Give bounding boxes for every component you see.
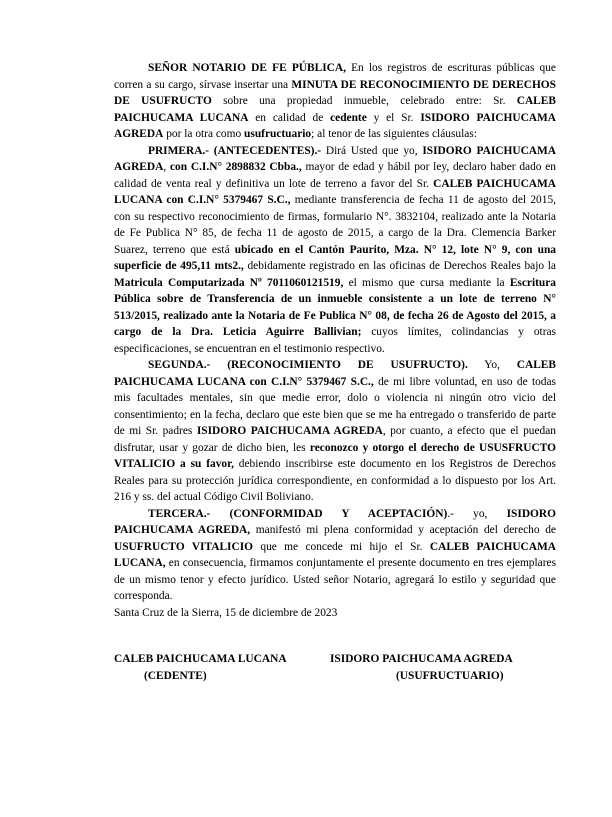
clause-bold: CALEB PAICHUCAMA LUCANA con C.I.N° 5379467 S.C., — [114, 177, 556, 206]
clause-text: cuyos límites, colindancias y otras especificaciones, se encuentran en el testimonio respectivo. — [114, 326, 557, 355]
clause-bold: Matricula Computarizada Nº 7011060121519, — [114, 276, 344, 289]
clause-text: , — [163, 161, 170, 173]
intro-text: ; al tenor de las siguientes cláusulas: — [311, 128, 477, 140]
clause-text: de mi libre voluntad, en uso de todas mis facultades mentales, sin que medie error, dolo o violencia ni ningún otro vicio del consentimiento; en la fecha, declaro que este bien que se me ha entregado o transferido de parte de mi Sr. padres — [114, 375, 556, 437]
clause-bold: Escritura Pública sobre de Transferencia de un inmueble consistente a un lote de terreno N° 513/2015, realizado ante la Notaria de Fe Publica N° 08, de fecha 26 de Agosto del 2015, a cargo de la Dra. Leticia Aguirre Ballivian; — [114, 276, 556, 338]
intro-text: por la otra como — [163, 128, 245, 140]
minuta-title: MINUTA DE RECONOCIMIENTO DE DERECHOS DE USUFRUCTO — [114, 78, 556, 107]
clause-bold: CALEB PAICHUCAMA LUCANA, — [114, 540, 556, 569]
intro-text: y el Sr. — [366, 111, 421, 124]
clause-bold: USUFRUCTO VITALICIO — [114, 540, 254, 553]
clause-text: debiendo inscribirse este documento en los Registros de Derechos Reales para su protección jurídica correspondiente, en conformidad a lo dispuesto por los Art. 216 y ss. del actual Código Civil Boliviano. — [114, 458, 556, 503]
signature-role: (CEDENTE) — [144, 669, 207, 682]
notary-salutation: SEÑOR NOTARIO DE FE PÚBLICA, — [148, 62, 346, 74]
clause-text: el mismo que cursa mediante la — [343, 276, 510, 289]
clause-bold: con C.I.N° 2898832 Cbba., — [170, 161, 302, 173]
clause-text: mediante transferencia de fecha 11 de agosto del 2015, con su respectivo reconocimiento de firmas, formulario N°. 3832104, realizado ante la Notaria de Fe Publica N° 85, de fecha 11 de agosto de 2015, a cargo de la Dra. Clemencia Barker Suarez, terreno que está — [114, 194, 556, 256]
clause-bold: ISIDORO PAICHUCAMA AGREDA — [114, 144, 556, 173]
signature-name: CALEB PAICHUCAMA LUCANA — [114, 653, 287, 665]
date-line: Santa Cruz de la Sierra, 15 de diciembre de 2023 — [114, 606, 338, 619]
clause-bold: reconozco y otorgo el derecho de USUSFRUCTO VITALICIO a su favor, — [114, 441, 556, 470]
clause-bold: ISIDORO PAICHUCAMA AGREDA, — [114, 507, 556, 536]
clause-text: , por cuanto, a efecto que el puedan disfrutar, usar y gozar de dicho bien, les — [114, 425, 556, 454]
clause-text: manifestó mi plena conformidad y aceptación del derecho de — [250, 524, 556, 536]
signature-block-usufructuario — [330, 651, 513, 684]
clause-segunda — [114, 357, 556, 506]
intro-text: En los registros de escrituras públicas que corren a su cargo, sírvase insertar una — [114, 62, 556, 91]
clause-heading: PRIMERA.- (ANTECEDENTES).- — [148, 144, 322, 157]
clause-primera — [114, 143, 556, 358]
clause-text: en consecuencia, firmamos conjuntamente el presente documento en tres ejemplares de un mismo tenor y efecto jurídico. Usted señor Notario, agregará lo estilo y seguridad que corresponda. — [114, 557, 556, 602]
signature-block-cedente — [114, 651, 287, 684]
clause-bold: ubicado en el Cantón Paurito, Mza. N° 12, lote N° 9, con una superficie de 495,11 mts2., — [114, 243, 556, 272]
intro-text: en calidad de — [248, 111, 331, 124]
usufructuario-role: usufructuario — [244, 128, 312, 140]
clause-heading: SEGUNDA.- (RECONOCIMIENTO DE USUFRUCTO). — [148, 359, 468, 371]
clause-bold: CALEB PAICHUCAMA LUCANA con C.I.N° 5379467 S.C., — [114, 359, 556, 388]
clause-text: debidamente registrado en las oficinas de Derechos Reales bajo la — [243, 260, 556, 272]
intro-paragraph — [114, 60, 556, 143]
clause-text: Dirá Usted que yo, — [321, 144, 423, 157]
cedente-role: cedente — [330, 111, 367, 124]
clause-text: que me concede mi hijo el Sr. — [253, 540, 430, 553]
clause-text: .- yo, — [447, 507, 507, 520]
document-body — [114, 60, 556, 621]
clause-text: mayor de edad y hábil por ley, declaro haber dado en calidad de venta real y definitiva un lote de terreno a favor del Sr. — [114, 161, 556, 190]
signature-name: ISIDORO PAICHUCAMA AGREDA — [330, 653, 513, 665]
usufructuario-name: ISIDORO PAICHUCAMA AGREDA — [114, 111, 557, 140]
clause-tercera — [114, 506, 556, 605]
cedente-name: CALEB PAICHUCAMA LUCANA — [114, 95, 556, 124]
clause-text: Yo, — [467, 359, 517, 371]
signature-role: (USUFRUCTUARIO) — [396, 669, 504, 682]
intro-text: sobre una propiedad inmueble, celebrado entre: Sr. — [211, 95, 517, 107]
clause-bold: ISIDORO PAICHUCAMA AGREDA — [196, 425, 383, 437]
clause-heading: TERCERA.- (CONFORMIDAD Y ACEPTACIÓN) — [148, 507, 448, 520]
